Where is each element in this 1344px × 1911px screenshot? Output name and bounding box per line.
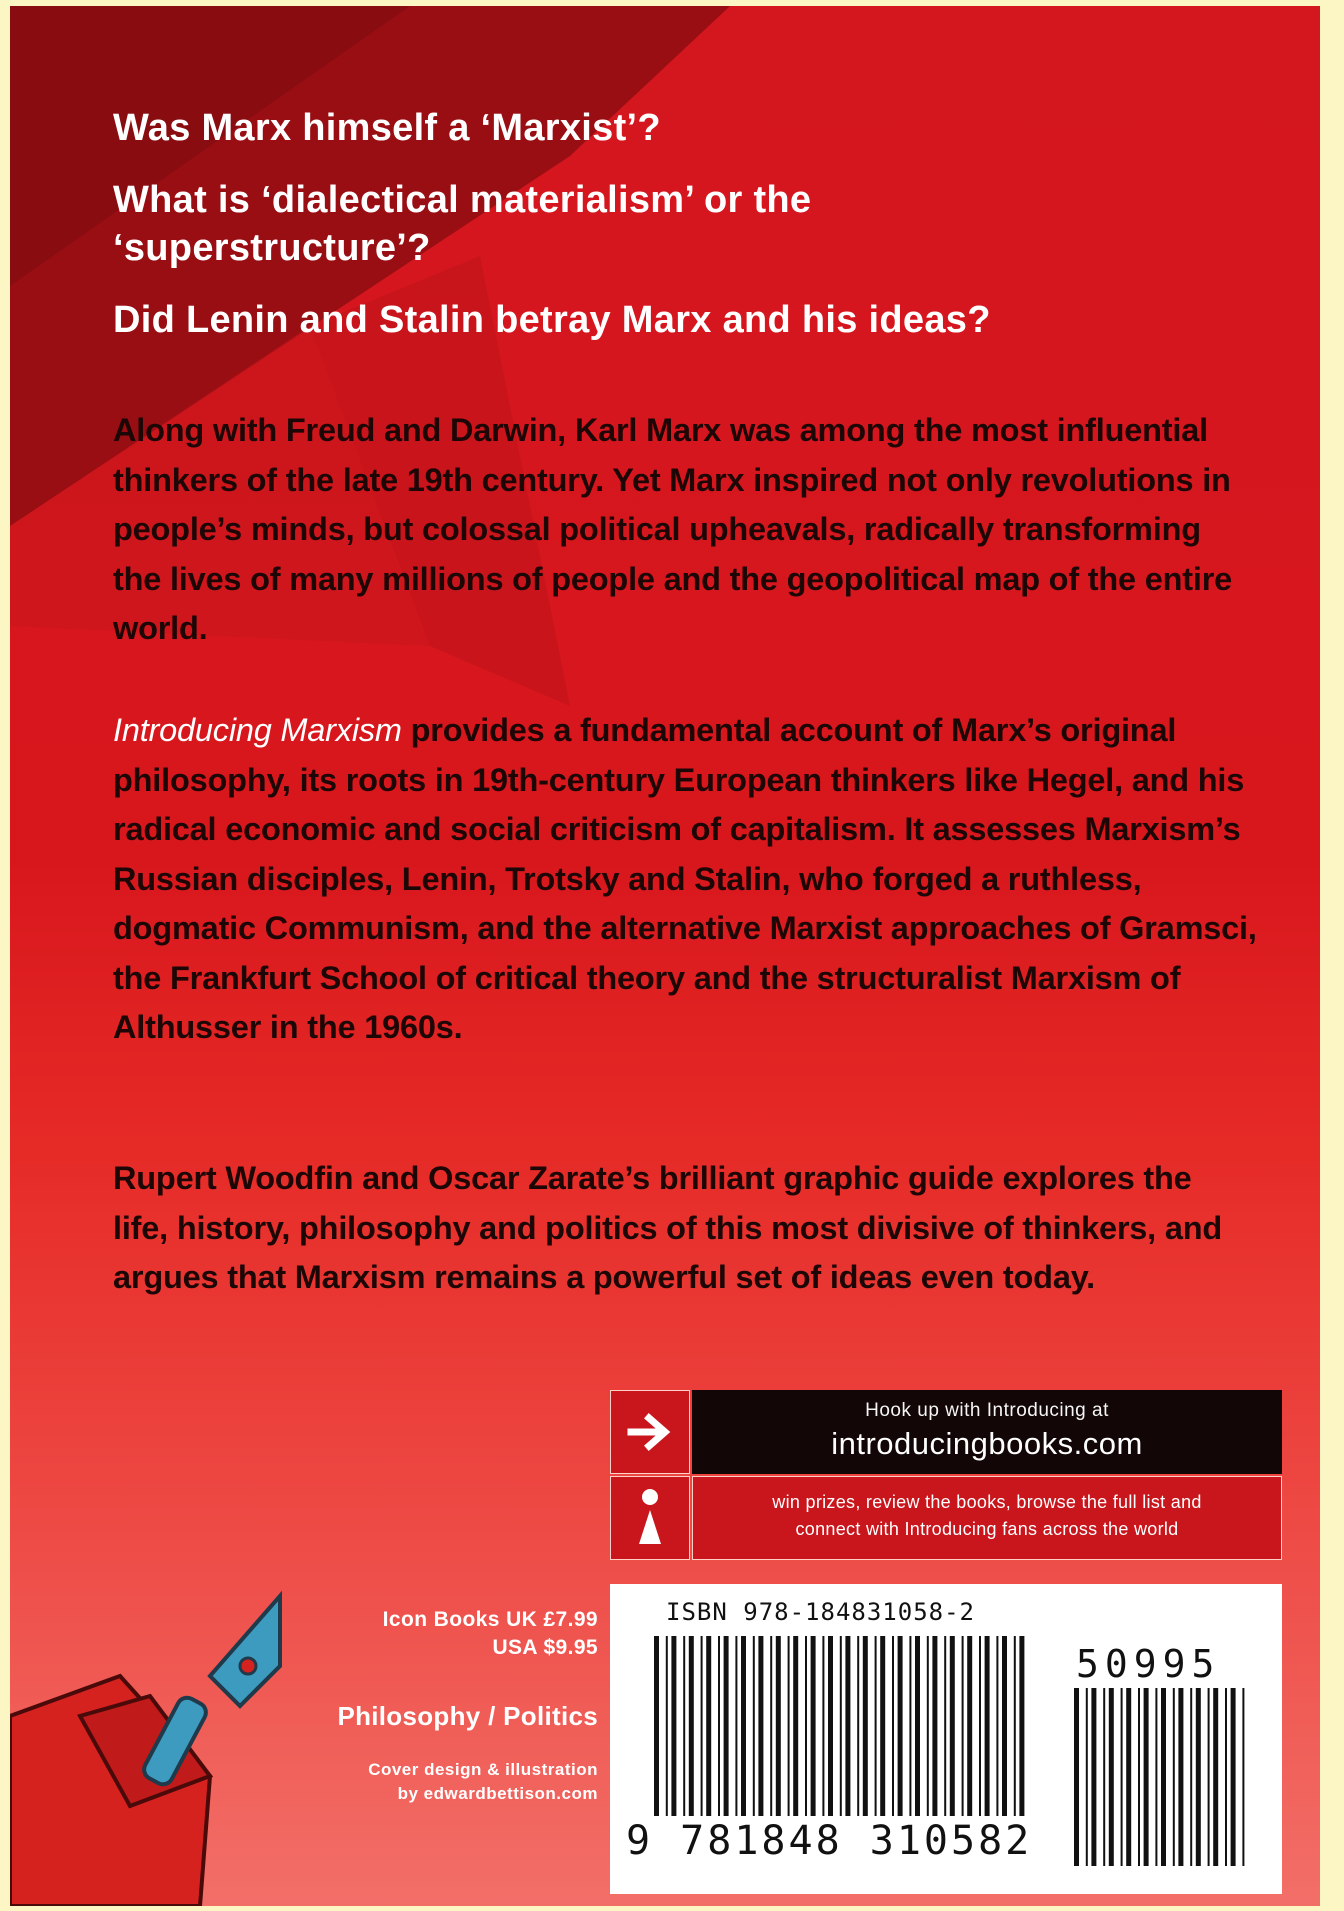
barcode-panel xyxy=(610,1584,1282,1894)
book-title: Introducing Marxism xyxy=(113,712,402,748)
paragraph-description xyxy=(113,706,1273,1053)
question-1: Was Marx himself a ‘Marxist’? xyxy=(113,107,661,149)
price-uk: Icon Books UK £7.99 xyxy=(382,1608,598,1631)
price-code: 50995 xyxy=(1076,1642,1221,1686)
arrow-cell xyxy=(610,1390,690,1474)
price-usa: USA $9.95 xyxy=(492,1636,598,1659)
info-cell xyxy=(610,1476,690,1560)
credits-line-1: Cover design & illustration xyxy=(368,1760,598,1779)
website-link[interactable]: introducingbooks.com xyxy=(831,1426,1143,1461)
paragraph-description-text: provides a fundamental account of Marx’s original philosophy, its roots in 19th-century European thinkers like Hegel, and his radical economic and social criticism of capitalism. It assesses Marxism’s Russian disciples, Lenin, Trotsky and Stalin, who forged a ruthless, dogmatic Communism, and the alternative Marxist approaches of Gramsci, the Frankfurt School of critical theory and the structuralist Marxism of Althusser in the 1960s. xyxy=(113,712,1257,1045)
info-icon xyxy=(611,1477,689,1559)
category-label: Philosophy / Politics xyxy=(337,1701,598,1731)
fountain-pen-icon xyxy=(10,1596,280,1906)
isbn-text: ISBN 978-184831058-2 xyxy=(666,1598,975,1626)
promo-line-1: win prizes, review the books, browse the full list and xyxy=(772,1492,1202,1512)
barcode-main-icon xyxy=(652,1636,1042,1826)
cover-credits xyxy=(210,1758,598,1806)
paragraph-intro: Along with Freud and Darwin, Karl Marx was among the most influential thinkers of the late 19th century. Yet Marx inspired not only revolutions in people’s minds, but colossal political upheavals, radically transforming the lives of many millions of people and the geopolitical map of the entire world. xyxy=(113,412,1233,646)
question-2: What is ‘dialectical materialism’ or the ‘superstructure’? xyxy=(113,179,812,269)
question-3: Did Lenin and Stalin betray Marx and his ideas? xyxy=(113,299,991,341)
promo-description xyxy=(692,1476,1282,1560)
arrow-right-icon xyxy=(611,1391,689,1473)
ean-number: 9 781848 310582 xyxy=(626,1818,1033,1864)
credits-line-2: by edwardbettison.com xyxy=(397,1784,598,1803)
question-list xyxy=(113,104,1263,368)
price-block xyxy=(250,1606,598,1662)
hook-text: Hook up with Introducing at xyxy=(865,1400,1109,1421)
paragraph-authors: Rupert Woodfin and Oscar Zarate’s brilliant graphic guide explores the life, history, philosophy and politics of this most divisive of thinkers, and argues that Marxism remains a powerful set of ideas even today. xyxy=(113,1160,1223,1295)
website-banner xyxy=(692,1390,1282,1474)
barcode-addon-icon xyxy=(1072,1688,1252,1868)
promo-line-2: connect with Introducing fans across the world xyxy=(795,1519,1179,1539)
website-promo-box xyxy=(610,1390,1282,1560)
back-cover xyxy=(10,6,1320,1906)
